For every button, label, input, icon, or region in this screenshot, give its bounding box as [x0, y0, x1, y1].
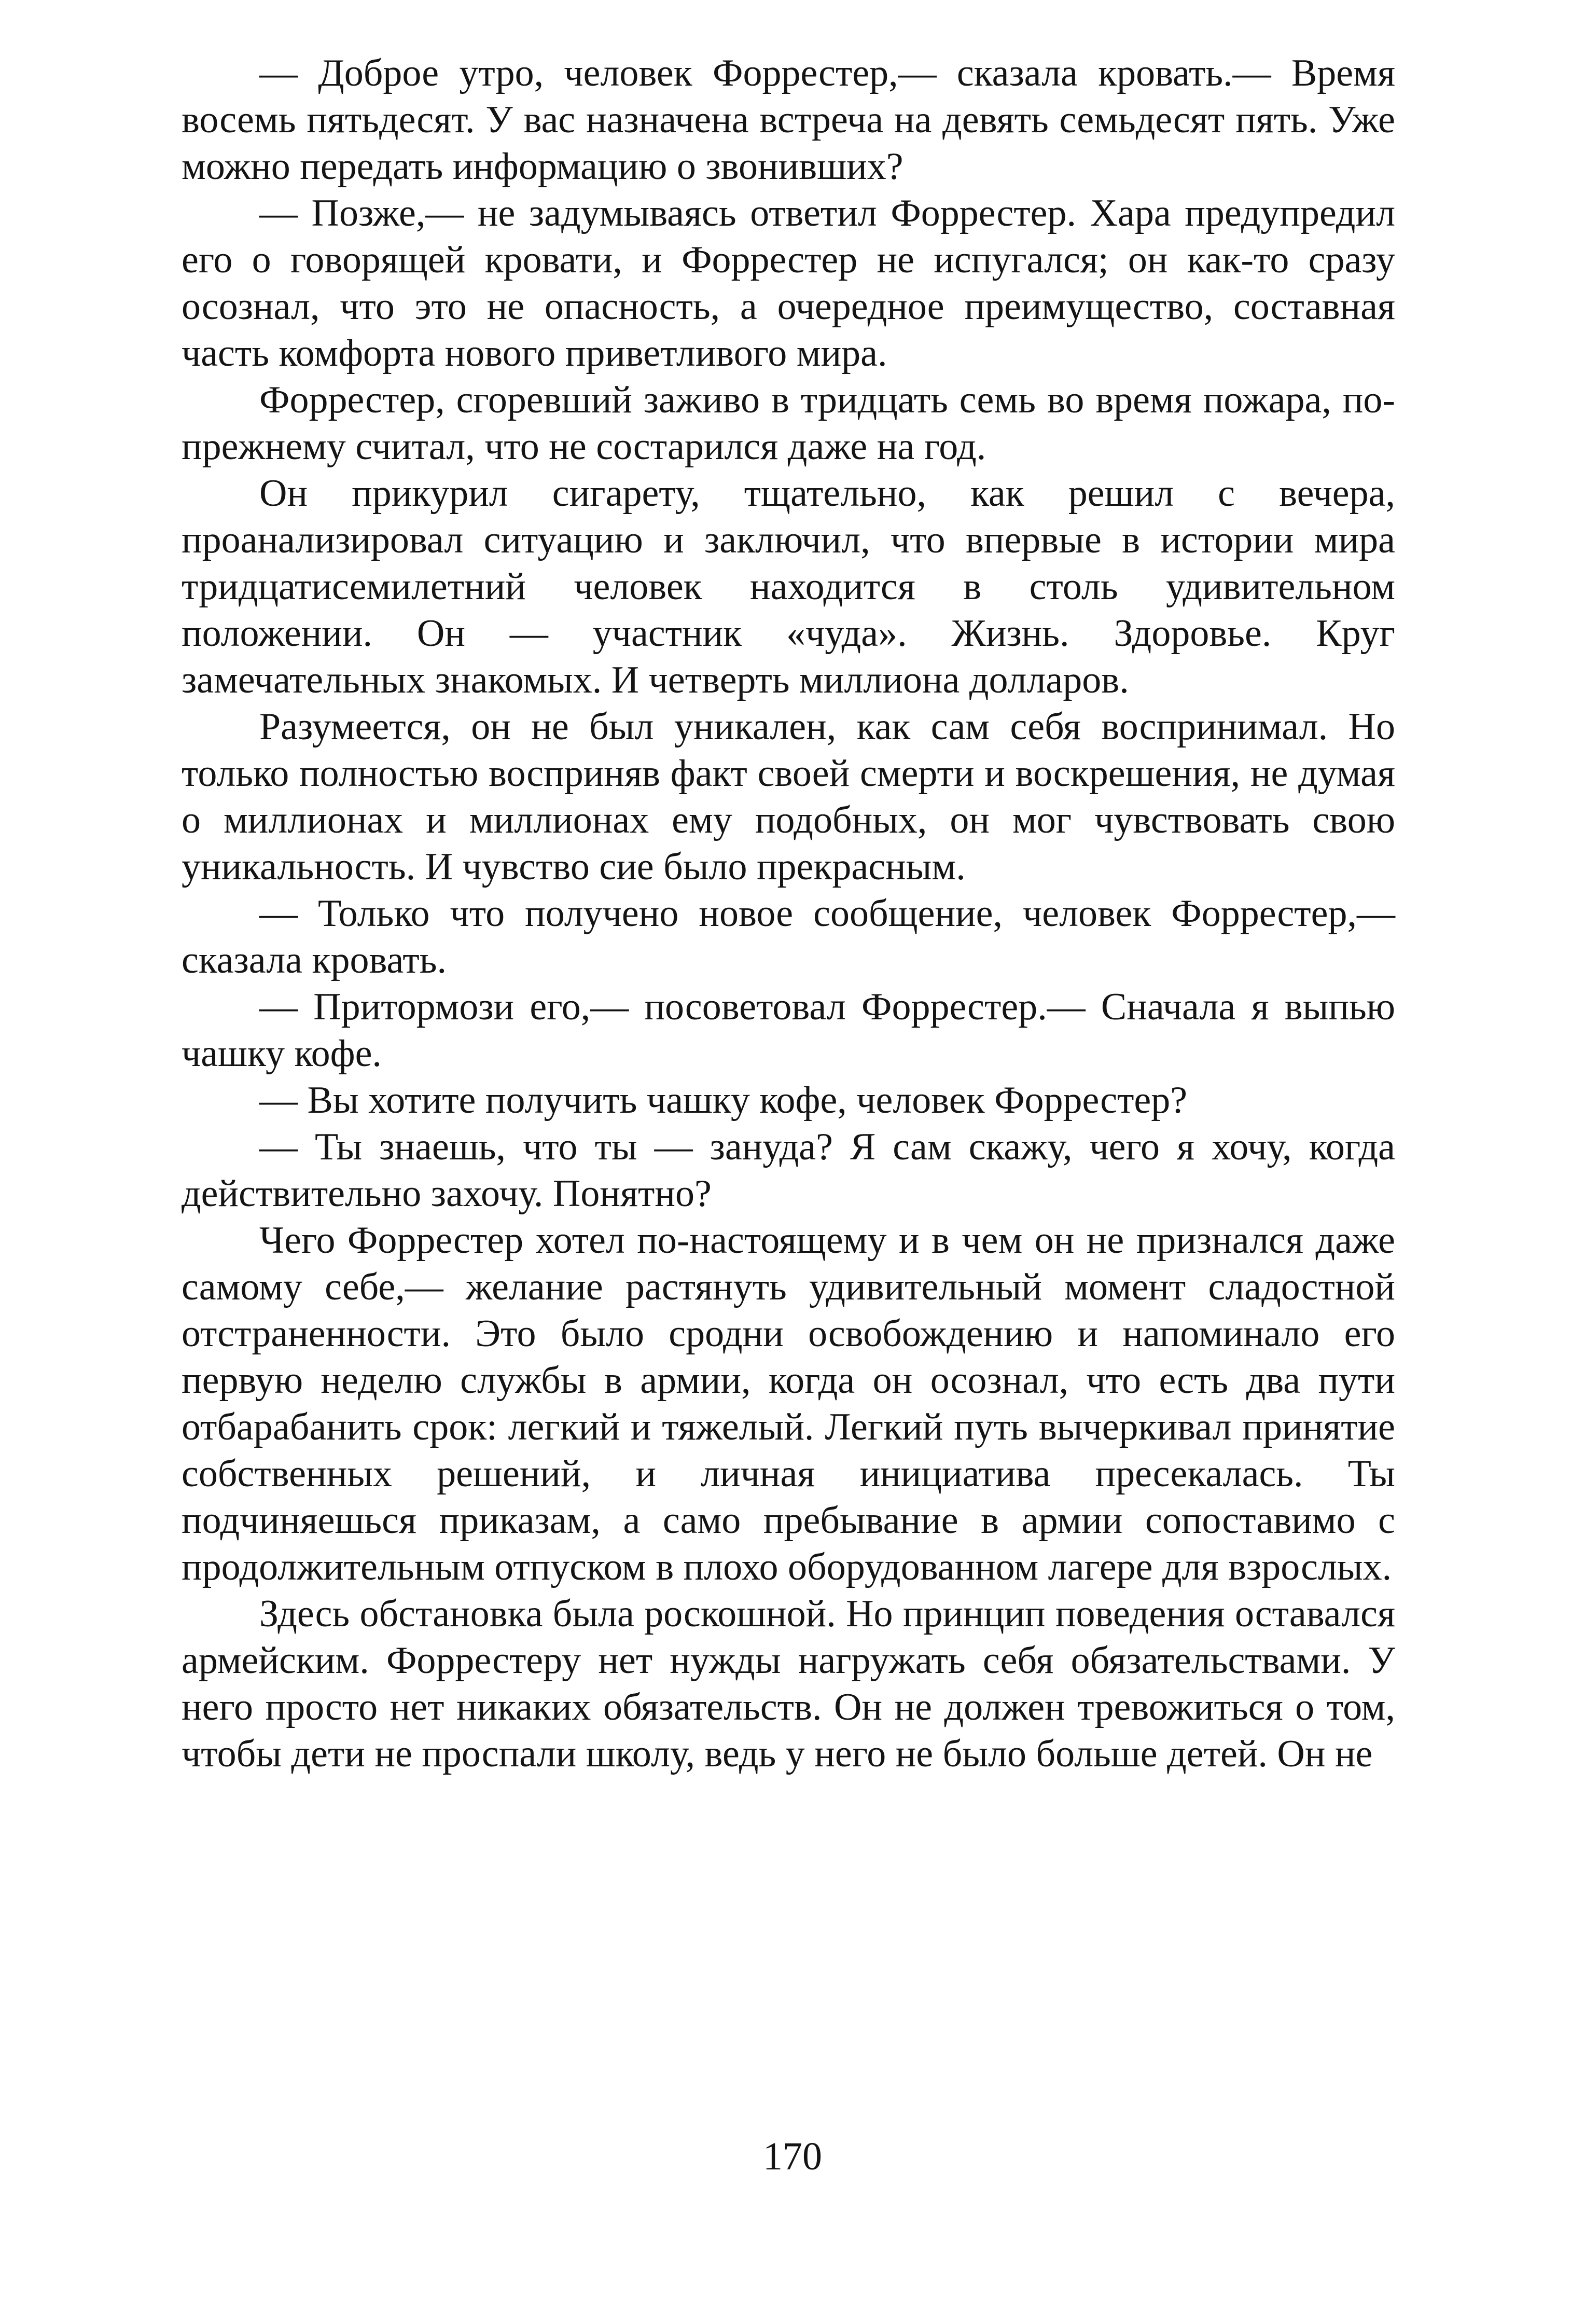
paragraph: Здесь обстановка была роскошной. Но принцип поведения оставался армейским. Форрестеру нет нужды нагружать себя обязательствами. У него просто нет никаких обязательств. Он не должен тревожиться о том, чтобы дети не проспали школу, ведь у него не было больше детей. Он не — [182, 1593, 1395, 1775]
paragraph: Разумеется, он не был уникален, как сам себя воспринимал. Но только полностью восприняв факт своей смерти и воскрешения, не думая о миллионах и миллионах ему подобных, он мог чувствовать свою уникальность. И чувство сие было прекрасным. — [182, 706, 1395, 888]
page-number: 170 — [763, 2135, 822, 2178]
body-text — [182, 50, 1395, 1777]
paragraph: — Ты знаешь, что ты — зануда? Я сам скажу, чего я хочу, когда действительно захочу. Понятно? — [182, 1126, 1395, 1215]
paragraph: — Притормози его,— посоветовал Форрестер.— Сначала я выпью чашку кофе. — [182, 986, 1395, 1075]
paragraph: Чего Форрестер хотел по-настоящему и в чем он не признался даже самому себе,— желание растянуть удивительный момент сладостной отстраненности. Это было сродни освобождению и напоминало его первую неделю службы в армии, когда он осознал, что есть два пути отбарабанить срок: легкий и тяжелый. Легкий путь вычеркивал принятие собственных решений, и личная инициатива пресекалась. Ты подчиняешься приказам, а само пребывание в армии сопоставимо с продолжительным отпуском в плохо оборудованном лагере для взрослых. — [182, 1219, 1395, 1588]
paragraph: Форрестер, сгоревший заживо в тридцать семь во время пожара, по-прежнему считал, что не состарился даже на год. — [182, 379, 1395, 468]
paragraph: — Вы хотите получить чашку кофе, человек Форрестер? — [259, 1079, 1188, 1122]
paragraph: — Позже,— не задумываясь ответил Форрестер. Хара предупредил его о говорящей кровати, и Форрестер не испугался; он как-то сразу осознал, что это не опасность, а очередное преимущество, составная часть комфорта нового приветливого мира. — [182, 192, 1395, 375]
paragraph: Он прикурил сигарету, тщательно, как решил с вечера, проанализировал ситуацию и заключил, что впервые в истории мира тридцатисемилетний человек находится в столь удивительном положении. Он — участник «чуда». Жизнь. Здоровье. Круг замечательных знакомых. И четверть миллиона долларов. — [182, 472, 1395, 701]
paragraph: — Доброе утро, человек Форрестер,— сказала кровать.— Время восемь пятьдесят. У вас назначена встреча на девять семьдесят пять. Уже можно передать информацию о звонивших? — [182, 52, 1395, 188]
paragraph: — Только что получено новое сообщение, человек Форрестер,— сказала кровать. — [182, 892, 1395, 981]
